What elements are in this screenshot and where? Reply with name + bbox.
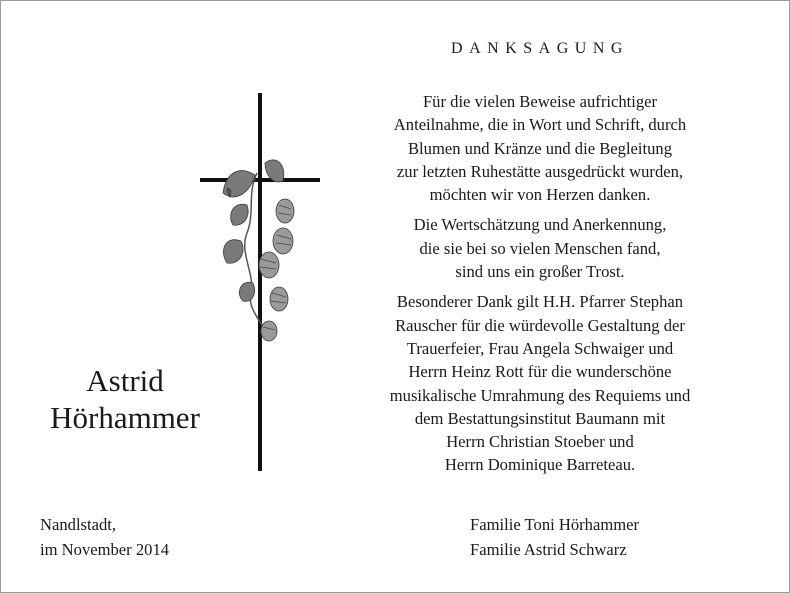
notice-heading: DANKSAGUNG xyxy=(451,40,629,57)
place-and-date xyxy=(40,512,169,562)
date-text: im November 2014 xyxy=(40,540,170,559)
text-line: zur letzten Ruhestätte ausgedrückt wurden, xyxy=(396,161,684,181)
thanks-text xyxy=(325,90,755,477)
text-line: Blumen und Kränze und die Begleitung xyxy=(407,138,673,158)
cross-horizontal-bar xyxy=(200,178,320,182)
text-line: musikalische Umrahmung des Requiems und xyxy=(389,385,691,405)
text-line: Die Wertschätzung und Anerkennung, xyxy=(413,215,667,235)
signature-line: Familie Astrid Schwarz xyxy=(470,540,627,559)
place-text: Nandlstadt, xyxy=(40,515,117,534)
text-line: Trauerfeier, Frau Angela Schwaiger und xyxy=(406,338,674,358)
text-line: Herrn Dominique Barreteau. xyxy=(444,455,636,475)
deceased-first-name: Astrid xyxy=(86,363,164,398)
text-line: dem Bestattungsinstitut Baumann mit xyxy=(414,408,666,428)
text-line: die sie bei so vielen Menschen fand, xyxy=(419,238,661,258)
cross-with-hops-icon xyxy=(195,93,325,473)
paragraph-condolences xyxy=(325,90,755,206)
text-line: Herrn Heinz Rott für die wunderschöne xyxy=(408,362,672,382)
text-line: möchten wir von Herzen danken. xyxy=(429,185,651,205)
text-line: Herrn Christian Stoeber und xyxy=(446,432,634,452)
text-line: Besonderer Dank gilt H.H. Pfarrer Stephan xyxy=(396,292,684,312)
paragraph-appreciation xyxy=(325,213,755,283)
text-line: Rauscher für die würdevolle Gestaltung der xyxy=(395,315,685,335)
text-line: sind uns ein großer Trost. xyxy=(455,262,625,282)
deceased-last-name: Hörhammer xyxy=(50,400,200,435)
signatures xyxy=(470,512,639,562)
hop-vine-stem xyxy=(245,173,267,333)
cross-vertical-bar xyxy=(258,93,262,471)
hop-cones xyxy=(259,199,294,341)
text-line: Für die vielen Beweise aufrichtiger xyxy=(422,92,658,111)
signature-line: Familie Toni Hörhammer xyxy=(470,515,640,534)
text-line: Anteilnahme, die in Wort und Schrift, durch xyxy=(393,115,687,135)
paragraph-special-thanks xyxy=(325,290,755,476)
